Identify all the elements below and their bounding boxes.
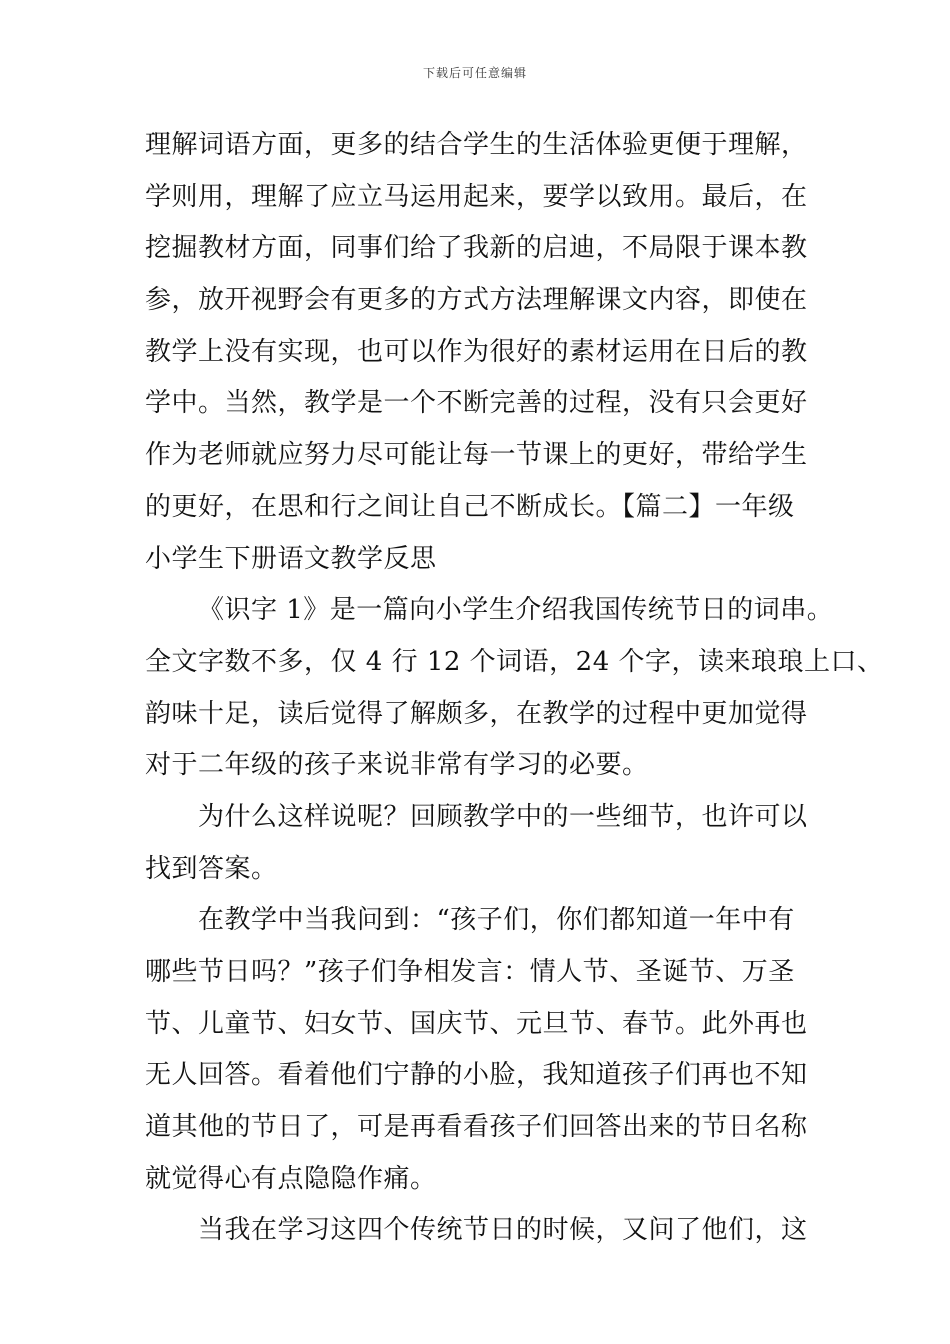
text-line: 的更好，在思和行之间让自己不断成长。【篇二】一年级 (145, 491, 795, 522)
text-line: 对于二年级的孩子来说非常有学习的必要。 (145, 750, 649, 781)
paragraph-first-line: 《识字 1》是一篇向小学生介绍我国传统节日的词串。 (198, 595, 834, 626)
text-line: 就觉得心有点隐隐作痛。 (145, 1163, 437, 1194)
body-text (145, 120, 884, 1257)
text-line: 学中。当然，教学是一个不断完善的过程，没有只会更好 (145, 388, 808, 419)
paragraph-first-line: 为什么这样说呢？回顾教学中的一些细节，也许可以 (198, 801, 808, 832)
text-line: 哪些节日吗？”孩子们争相发言：情人节、圣诞节、万圣 (145, 957, 795, 987)
text-line: 参，放开视野会有更多的方式方法理解课文内容，即使在 (145, 285, 808, 316)
text-line: 全文字数不多，仅 4 行 12 个词语，24 个字，读来琅琅上口、 (145, 646, 884, 677)
text-line: 学则用，理解了应立马运用起来，要学以致用。最后，在 (145, 181, 808, 212)
paragraph-first-line: 在教学中当我问到：“孩子们，你们都知道一年中有 (198, 905, 795, 936)
text-line: 无人回答。看着他们宁静的小脸，我知道孩子们再也不知 (145, 1060, 808, 1091)
text-line: 教学上没有实现，也可以作为很好的素材运用在日后的教 (145, 336, 808, 367)
text-line: 节、儿童节、妇女节、国庆节、元旦节、春节。此外再也 (145, 1008, 808, 1039)
text-line: 作为老师就应努力尽可能让每一节课上的更好，带给学生 (145, 440, 808, 471)
paragraph-first-line: 当我在学习这四个传统节日的时候，又问了他们，这 (198, 1215, 808, 1246)
text-line: 挖掘教材方面，同事们给了我新的启迪，不局限于课本教 (145, 233, 808, 264)
page-header: 下载后可任意编辑 (422, 66, 527, 80)
text-line: 小学生下册语文教学反思 (145, 543, 437, 574)
text-line: 找到答案。 (145, 853, 278, 884)
text-line: 理解词语方面，更多的结合学生的生活体验更便于理解， (145, 130, 808, 160)
text-line: 道其他的节日了，可是再看看孩子们回答出来的节日名称 (145, 1112, 808, 1143)
text-line: 韵味十足，读后觉得了解颇多，在教学的过程中更加觉得 (145, 698, 808, 729)
